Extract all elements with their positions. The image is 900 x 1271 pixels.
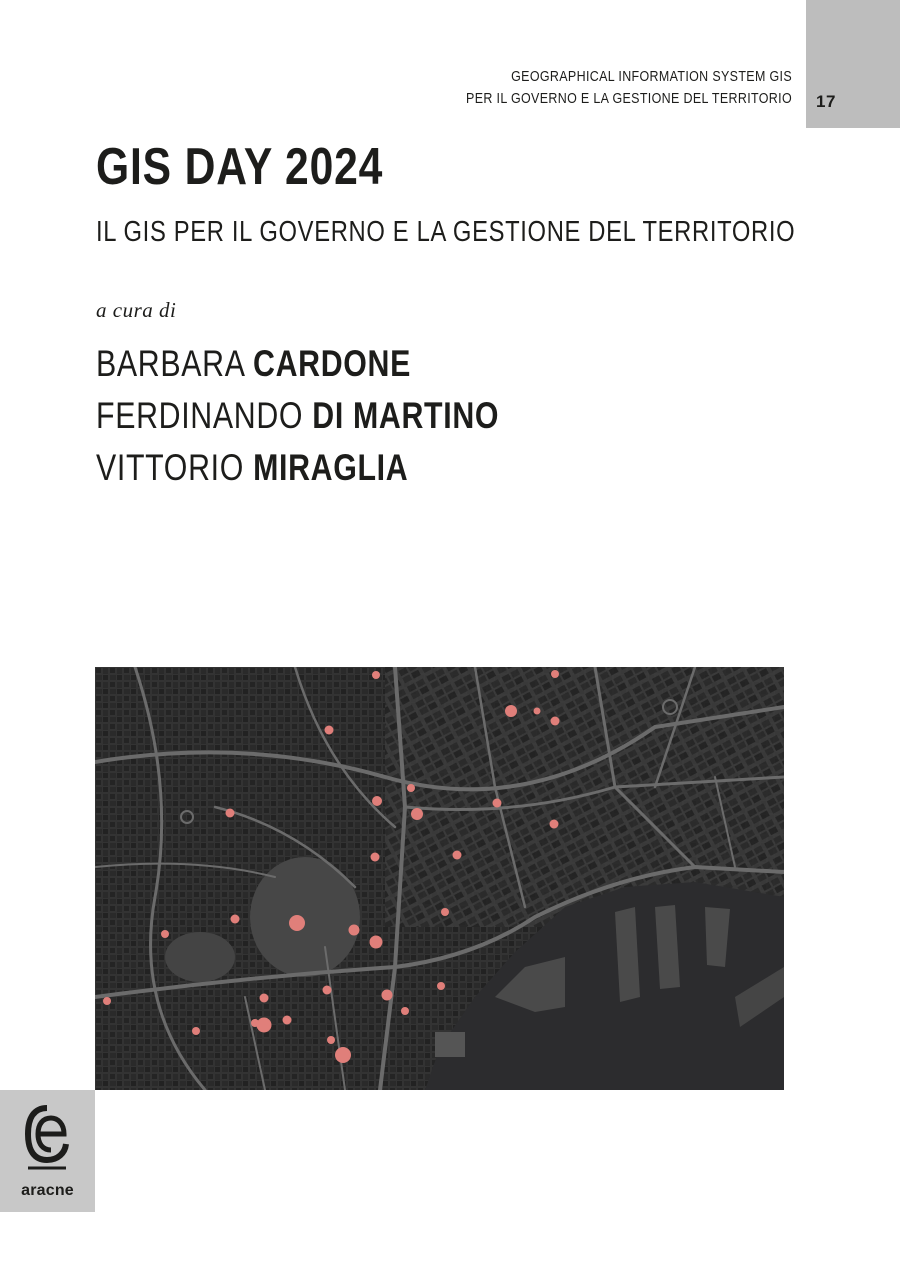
author-first-name: VITTORIO — [96, 447, 244, 488]
series-title-line-2: PER IL GOVERNO E LA GESTIONE DEL TERRITORIO — [466, 91, 792, 107]
map-point — [437, 982, 445, 990]
map-point — [260, 994, 269, 1003]
map-point — [226, 809, 235, 818]
map-point — [551, 717, 560, 726]
map-point — [534, 708, 541, 715]
author-1 — [96, 338, 499, 390]
map-point — [349, 925, 360, 936]
series-number: 17 — [816, 92, 836, 111]
map-point — [551, 670, 559, 678]
map-point — [192, 1027, 200, 1035]
map-park — [165, 932, 235, 982]
map-point — [371, 853, 380, 862]
map-point — [231, 915, 240, 924]
map-point — [401, 1007, 409, 1015]
author-last-name: DI MARTINO — [312, 395, 500, 436]
book-subtitle: IL GIS PER IL GOVERNO E LA GESTIONE DEL TERRITORIO — [96, 216, 796, 248]
map-point — [372, 671, 380, 679]
map-point — [323, 986, 332, 995]
author-list — [96, 338, 499, 494]
map-point — [283, 1016, 292, 1025]
map-point — [257, 1018, 272, 1033]
book-title: GIS DAY 2024 — [96, 138, 384, 196]
map-point — [550, 820, 559, 829]
map-point — [411, 808, 423, 820]
map-point — [505, 705, 517, 717]
map-point — [335, 1047, 351, 1063]
map-point — [325, 726, 334, 735]
map-point — [289, 915, 305, 931]
city-map-image — [95, 667, 784, 1090]
series-title — [466, 66, 792, 110]
map-castle — [435, 1032, 465, 1057]
map-point — [453, 851, 462, 860]
map-point — [327, 1036, 335, 1044]
author-first-name: FERDINANDO — [96, 395, 304, 436]
city-map-svg — [95, 667, 784, 1090]
aracne-a-logo-icon — [24, 1104, 70, 1174]
map-point — [161, 930, 169, 938]
author-3 — [96, 442, 499, 494]
series-title-line-1: GEOGRAPHICAL INFORMATION SYSTEM GIS — [511, 69, 792, 85]
map-point — [103, 997, 111, 1005]
publisher-name: aracne — [21, 1182, 74, 1199]
map-point — [372, 796, 382, 806]
editor-label: a cura di — [96, 298, 177, 322]
author-last-name: CARDONE — [253, 343, 412, 384]
map-point — [441, 908, 449, 916]
author-first-name: BARBARA — [96, 343, 244, 384]
map-point — [493, 799, 502, 808]
author-last-name: MIRAGLIA — [253, 447, 409, 488]
map-point — [382, 990, 393, 1001]
map-point — [407, 784, 415, 792]
author-2 — [96, 390, 499, 442]
map-point — [370, 936, 383, 949]
